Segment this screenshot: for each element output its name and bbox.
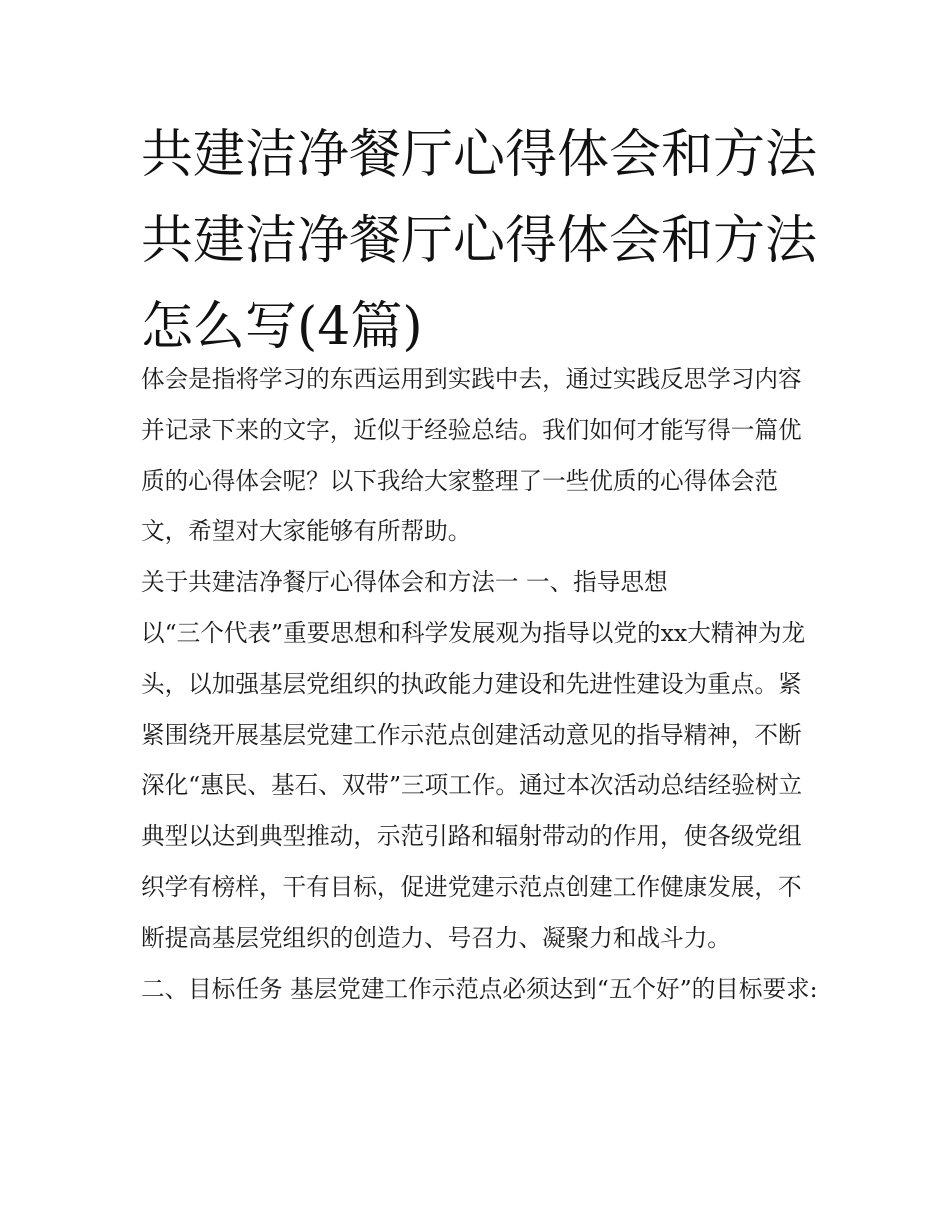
document-body [141, 354, 821, 1014]
intro-paragraph: 体会是指将学习的东西运用到实践中去，通过实践反思学习内容并记录下来的文字，近似于经验总结。我们如何才能写得一篇优质的心得体会呢？以下我给大家整理了一些优质的心得体会范文，希望对大家能够有所帮助。 [141, 365, 802, 546]
title-line-3: 怎么写(4篇) [141, 297, 423, 357]
title-line-2: 共建洁净餐厅心得体会和方法 [141, 211, 818, 271]
document-title [141, 112, 821, 370]
goals-paragraph: 二、目标任务 基层党建工作示范点必须达到“五个好”的目标要求: [141, 974, 818, 1003]
guiding-thought-paragraph: 以“三个代表”重要思想和科学发展观为指导以党的xx大精神为龙头，以加强基层党组织的执政能力建设和先进性建设为重点。紧紧围绕开展基层党建工作示范点创建活动意见的指导精神，不断深化“惠民、基石、双带”三项工作。通过本次活动总结经验树立典型以达到典型推动，示范引路和辐射带动的作用，使各级党组织学有榜样，干有目标，促进党建示范点创建工作健康发展，不断提高基层党组织的创造力、号召力、凝聚力和战斗力。 [141, 618, 806, 952]
title-line-1: 共建洁净餐厅心得体会和方法 [141, 125, 818, 185]
section-heading: 关于共建洁净餐厅心得体会和方法一 一、指导思想 [141, 568, 668, 597]
